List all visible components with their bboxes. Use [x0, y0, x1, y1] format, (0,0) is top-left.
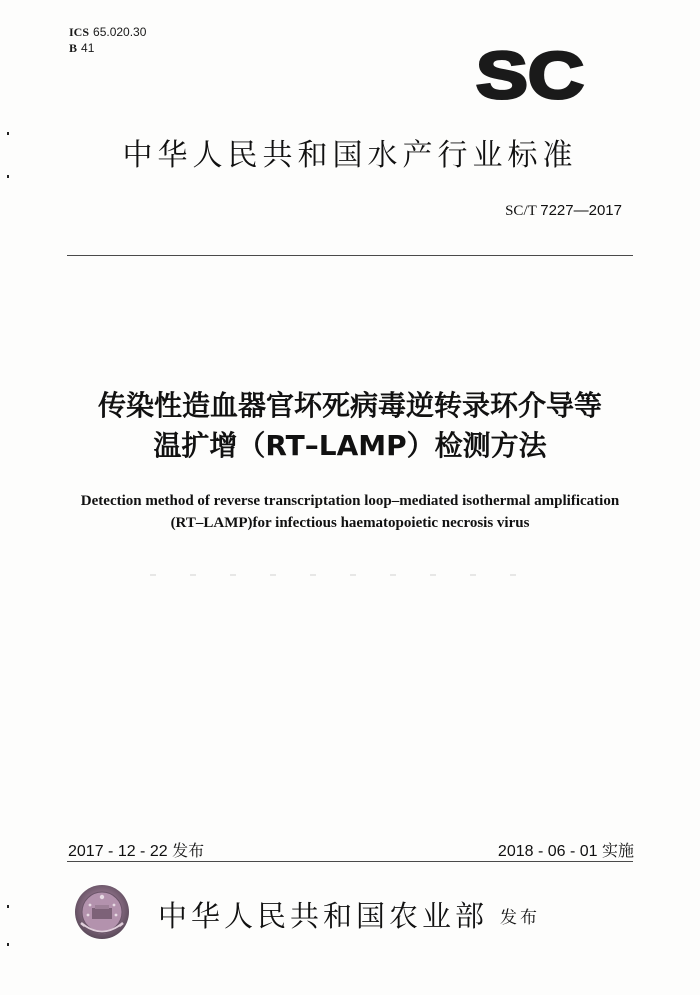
- issuing-suffix: 发布: [500, 908, 540, 928]
- classification-block: [69, 24, 146, 56]
- title-english-line-1: Detection method of reverse transcriptation loop–mediated isothermal amplification: [80, 493, 620, 509]
- scan-mark: [7, 175, 9, 178]
- issue-date: 2017 - 12 - 22 发布: [68, 843, 205, 860]
- title-chinese-line-1: 传染性造血器官坏死病毒逆转录环介导等: [97, 389, 602, 422]
- ccs-row: [69, 40, 146, 56]
- national-emblem-icon: [73, 883, 131, 941]
- sc-logo-icon: [475, 46, 585, 104]
- standard-code-prefix: SC/T: [505, 203, 537, 219]
- title-chinese: [0, 386, 700, 466]
- ics-code: 65.020.30: [93, 25, 147, 39]
- issuing-authority: 中华人民共和国农业部: [158, 899, 489, 933]
- standard-type-heading: 中华人民共和国水产行业标准: [122, 138, 578, 173]
- header-divider: [67, 255, 633, 256]
- ics-row: [69, 24, 146, 40]
- standard-code: [505, 202, 622, 220]
- standard-code-number: 7227—2017: [540, 202, 622, 219]
- scan-mark: [7, 943, 9, 946]
- ics-label: ICS: [69, 25, 90, 39]
- title-chinese-line-2: 温扩增（RT–LAMP）检测方法: [153, 429, 547, 462]
- ccs-label: B: [69, 41, 78, 55]
- footer-divider: [67, 861, 633, 862]
- logo-text: SC: [476, 46, 584, 104]
- ccs-code: 41: [81, 41, 95, 55]
- scan-artifact: [150, 574, 550, 576]
- scan-mark: [7, 905, 9, 908]
- title-english-line-2: (RT–LAMP)for infectious haematopoietic necrosis virus: [170, 515, 530, 531]
- title-english: [0, 490, 700, 534]
- implementation-date: 2018 - 06 - 01 实施: [497, 843, 634, 860]
- scan-mark: [7, 132, 9, 135]
